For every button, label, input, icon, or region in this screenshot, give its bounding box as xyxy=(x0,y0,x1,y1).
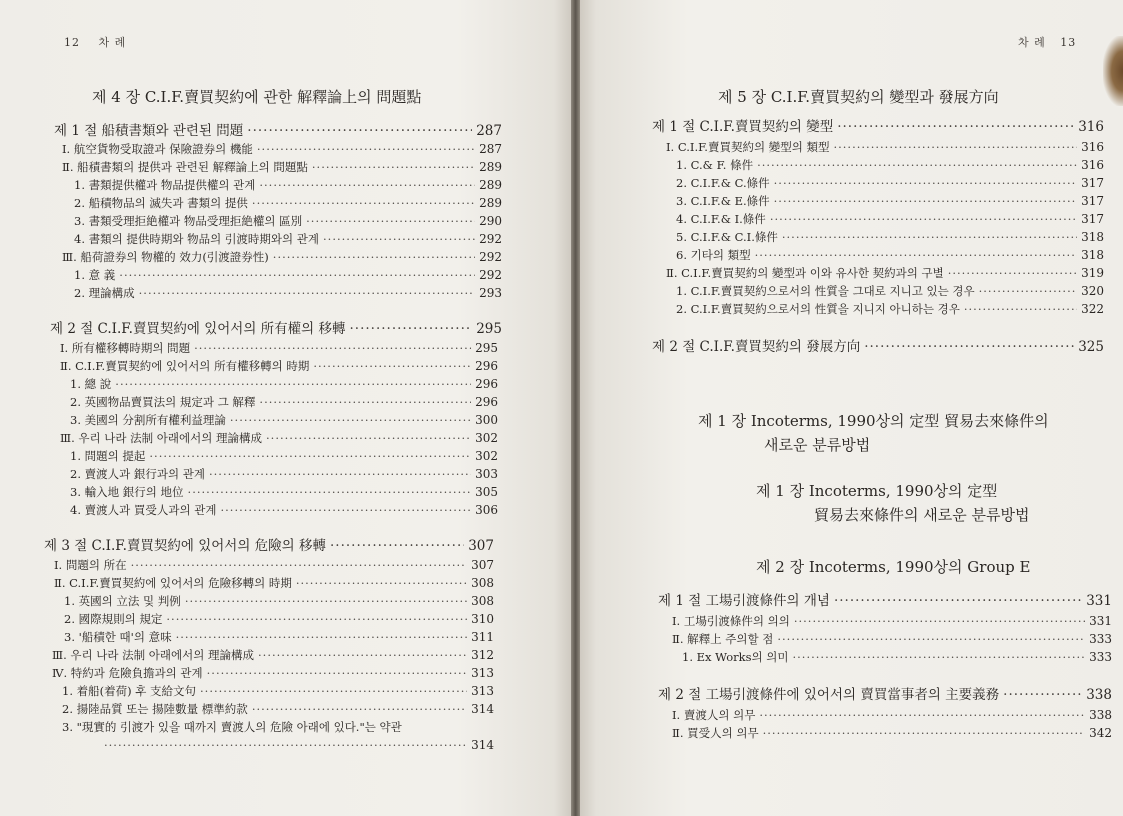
toc-entry[interactable]: 3. "現實的 引渡가 있을 때까지 賣渡人의 危險 아래에 있다."는 약관 xyxy=(62,720,402,734)
toc-entry[interactable]: 4. 賣渡人과 買受人과의 관계 ····· 306 xyxy=(70,503,498,517)
leader-dots xyxy=(259,395,471,409)
left-running-header xyxy=(64,34,126,50)
leader-dots xyxy=(149,449,471,463)
toc-entry[interactable]: 2. 船積物品의 滅失과 書類의 提供 ····· 289 xyxy=(74,196,502,210)
toc-entry[interactable]: 3. 美國의 分割所有權利益理論 ····· 300 xyxy=(70,413,498,427)
leader-dots xyxy=(964,302,1077,316)
leader-dots xyxy=(757,158,1077,172)
toc-entry[interactable]: Ⅱ. 買受人의 의무 ····· 342 xyxy=(672,726,1112,740)
leader-dots xyxy=(230,413,471,427)
toc-entry[interactable]: 2. 國際規則의 規定 ····· 310 xyxy=(64,612,494,626)
leader-dots xyxy=(115,377,471,391)
toc-entry[interactable]: 6. 기타의 類型 ····· 318 xyxy=(676,248,1104,262)
toc-entry[interactable]: 1. 意 義 ····· 292 xyxy=(74,268,502,282)
leader-dots xyxy=(864,340,1074,354)
toc-entry[interactable]: Ⅲ. 우리 나라 法制 아래에서의 理論構成 ····· 302 xyxy=(60,431,498,445)
leader-dots xyxy=(139,286,475,300)
right-page xyxy=(580,0,1123,816)
part-heading-line-1: 제 1 장 Incoterms, 1990상의 定型 貿易去來條件의 xyxy=(698,412,1049,430)
toc-entry[interactable]: Ⅲ. 船荷證券의 物權的 效力(引渡證券性) ····· 292 xyxy=(62,250,502,264)
leader-dots xyxy=(220,503,471,517)
leader-dots xyxy=(296,576,467,590)
leader-dots xyxy=(1003,688,1082,702)
toc-entry[interactable]: 제 2 절 C.I.F.賣買契約의 發展方向 ····· 325 xyxy=(652,340,1104,354)
leader-dots xyxy=(119,268,475,282)
toc-entry[interactable]: 1. C.I.F.賣買契約으로서의 性質을 그대로 지니고 있는 경우 ····· 320 xyxy=(676,284,1104,298)
leader-dots xyxy=(774,194,1077,208)
toc-entry[interactable]: 제 2 절 工場引渡條件에 있어서의 賣買當事者의 主要義務 ····· 338 xyxy=(658,688,1112,702)
toc-entry[interactable]: Ⅰ. C.I.F.賣買契約의 變型의 類型 ····· 316 xyxy=(666,140,1104,154)
leader-dots xyxy=(259,178,475,192)
leader-dots xyxy=(777,632,1085,646)
toc-entry[interactable]: 2. 賣渡人과 銀行과의 관계 ····· 303 xyxy=(70,467,498,481)
leader-dots xyxy=(176,630,468,644)
toc-entry[interactable]: 3. C.I.F.& E.條件 ····· 317 xyxy=(676,194,1104,208)
toc-entry[interactable]: Ⅱ. C.I.F.賣買契約의 變型과 이와 유사한 契約과의 구별 ····· 319 xyxy=(666,266,1104,280)
leader-dots xyxy=(258,648,467,662)
leader-dots xyxy=(207,666,467,680)
toc-entry[interactable]: 1. C.& F. 條件 ····· 316 xyxy=(676,158,1104,172)
page-stain xyxy=(1103,36,1123,106)
leader-dots xyxy=(252,702,467,716)
leader-dots xyxy=(247,124,472,138)
chapter-2-title: 제 2 장 Incoterms, 1990상의 Group E xyxy=(756,558,1031,576)
toc-entry[interactable]: Ⅲ. 우리 나라 法制 아래에서의 理論構成 ····· 312 xyxy=(52,648,494,662)
leader-dots xyxy=(257,142,475,156)
leader-dots xyxy=(194,341,471,355)
toc-entry[interactable]: Ⅱ. C.I.F.賣買契約에 있어서의 危險移轉의 時期 ····· 308 xyxy=(54,576,494,590)
right-page-number: 13 xyxy=(1060,36,1077,49)
toc-entry[interactable]: Ⅳ. 特約과 危險負擔과의 관계 ····· 313 xyxy=(52,666,494,680)
leader-dots xyxy=(330,539,464,553)
toc-entry[interactable]: 2. 揚陸品質 또는 揚陸數量 標準約款 ····· 314 xyxy=(62,702,494,716)
leader-dots xyxy=(312,160,475,174)
leader-dots xyxy=(266,431,471,445)
leader-dots xyxy=(763,726,1085,740)
toc-entry[interactable]: 1. Ex Works의 의미 ····· 333 xyxy=(682,650,1112,664)
toc-entry[interactable]: 3. 輸入地 銀行의 地位 ····· 305 xyxy=(70,485,498,499)
leader-dots xyxy=(323,232,475,246)
toc-entry[interactable]: Ⅰ. 問題의 所在 ····· 307 xyxy=(54,558,494,572)
toc-entry[interactable]: 3. 書類受理拒絶權과 物品受理拒絶權의 區別 ····· 290 xyxy=(74,214,502,228)
leader-dots xyxy=(349,322,472,336)
leader-dots xyxy=(188,485,472,499)
toc-entry[interactable]: Ⅰ. 所有權移轉時期의 問題 ····· 295 xyxy=(60,341,498,355)
leader-dots xyxy=(794,614,1085,628)
chapter-1-title-line-1: 제 1 장 Incoterms, 1990상의 定型 xyxy=(756,482,998,500)
right-header-title: 차 례 xyxy=(1018,36,1046,49)
toc-entry[interactable]: 제 1 절 工場引渡條件의 개념 ····· 331 xyxy=(658,594,1112,608)
chapter-1-title-line-2: 貿易去來條件의 새로운 분류방법 xyxy=(814,506,1030,524)
toc-entry[interactable]: 1. 書類提供權과 物品提供權의 관계 ····· 289 xyxy=(74,178,502,192)
toc-entry[interactable]: Ⅰ. 工場引渡條件의 의의 ····· 331 xyxy=(672,614,1112,628)
chapter-5-title: 제 5 장 C.I.F.賣買契約의 變型과 發展方向 xyxy=(718,88,999,106)
leader-dots xyxy=(166,612,467,626)
toc-entry[interactable]: 제 1 절 船積書類와 관련된 問題 ····· 287 xyxy=(54,124,502,138)
leader-dots xyxy=(104,738,467,752)
toc-entry[interactable]: 1. 問題의 提起 ····· 302 xyxy=(70,449,498,463)
toc-entry[interactable]: Ⅰ. 賣渡人의 의무 ····· 338 xyxy=(672,708,1112,722)
toc-entry[interactable]: 2. C.I.F.賣買契約으로서의 性質을 지니지 아니하는 경우 ····· 322 xyxy=(676,302,1104,316)
leader-dots xyxy=(755,248,1077,262)
leader-dots xyxy=(833,140,1077,154)
toc-entry[interactable]: Ⅱ. 解釋上 주의할 점 ····· 333 xyxy=(672,632,1112,646)
leader-dots xyxy=(774,176,1077,190)
leader-dots xyxy=(313,359,471,373)
leader-dots xyxy=(834,594,1082,608)
toc-entry[interactable]: 제 3 절 C.I.F.賣買契約에 있어서의 危險의 移轉 ····· 307 xyxy=(44,539,494,553)
part-heading-line-2: 새로운 분류방법 xyxy=(764,436,871,454)
leader-dots xyxy=(131,558,467,572)
leader-dots xyxy=(782,230,1077,244)
leader-dots xyxy=(759,708,1085,722)
leader-dots xyxy=(306,214,475,228)
toc-entry[interactable]: 1. 總 說 ····· 296 xyxy=(70,377,498,391)
left-page-number: 12 xyxy=(64,36,80,49)
toc-entry-continuation[interactable]: ····· 314 xyxy=(104,738,494,752)
leader-dots xyxy=(200,684,467,698)
toc-entry[interactable]: 제 1 절 C.I.F.賣買契約의 變型 ····· 316 xyxy=(652,120,1104,134)
right-running-header xyxy=(1018,34,1076,50)
left-header-title: 차 례 xyxy=(98,36,127,49)
leader-dots xyxy=(209,467,471,481)
toc-entry[interactable]: 5. C.I.F.& C.I.條件 ····· 318 xyxy=(676,230,1104,244)
leader-dots xyxy=(252,196,475,210)
toc-entry[interactable]: 1. 着船(着荷) 후 支給文句 ····· 313 xyxy=(62,684,494,698)
toc-entry[interactable]: 4. C.I.F.& I.條件 ····· 317 xyxy=(676,212,1104,226)
leader-dots xyxy=(837,120,1074,134)
toc-entry[interactable]: Ⅱ. 船積書類의 提供과 관련된 解釋論上의 問題點 ····· 289 xyxy=(62,160,502,174)
toc-entry[interactable]: 2. 英國物品賣買法의 規定과 그 解釋 ····· 296 xyxy=(70,395,498,409)
leader-dots xyxy=(273,250,475,264)
book-gutter xyxy=(571,0,580,816)
toc-entry[interactable]: 2. C.I.F.& C.條件 ····· 317 xyxy=(676,176,1104,190)
chapter-4-title: 제 4 장 C.I.F.賣買契約에 관한 解釋論上의 問題點 xyxy=(92,88,422,106)
leader-dots xyxy=(948,266,1077,280)
toc-entry[interactable]: 1. 英國의 立法 및 判例 ····· 308 xyxy=(64,594,494,608)
toc-entry[interactable]: 제 2 절 C.I.F.賣買契約에 있어서의 所有權의 移轉 ····· 295 xyxy=(50,322,502,336)
leader-dots xyxy=(792,650,1085,664)
toc-entry[interactable]: Ⅱ. C.I.F.賣買契約에 있어서의 所有權移轉의 時期 ····· 296 xyxy=(60,359,498,373)
leader-dots xyxy=(185,594,467,608)
toc-entry[interactable]: 2. 理論構成 ····· 293 xyxy=(74,286,502,300)
leader-dots xyxy=(770,212,1077,226)
toc-entry[interactable]: Ⅰ. 航空貨物受取證과 保險證券의 機能 ····· 287 xyxy=(62,142,502,156)
toc-entry[interactable]: 4. 書類의 提供時期와 物品의 引渡時期와의 관계 ····· 292 xyxy=(74,232,502,246)
toc-entry[interactable]: 3. '船積한 때'의 意味 ····· 311 xyxy=(64,630,494,644)
leader-dots xyxy=(979,284,1077,298)
